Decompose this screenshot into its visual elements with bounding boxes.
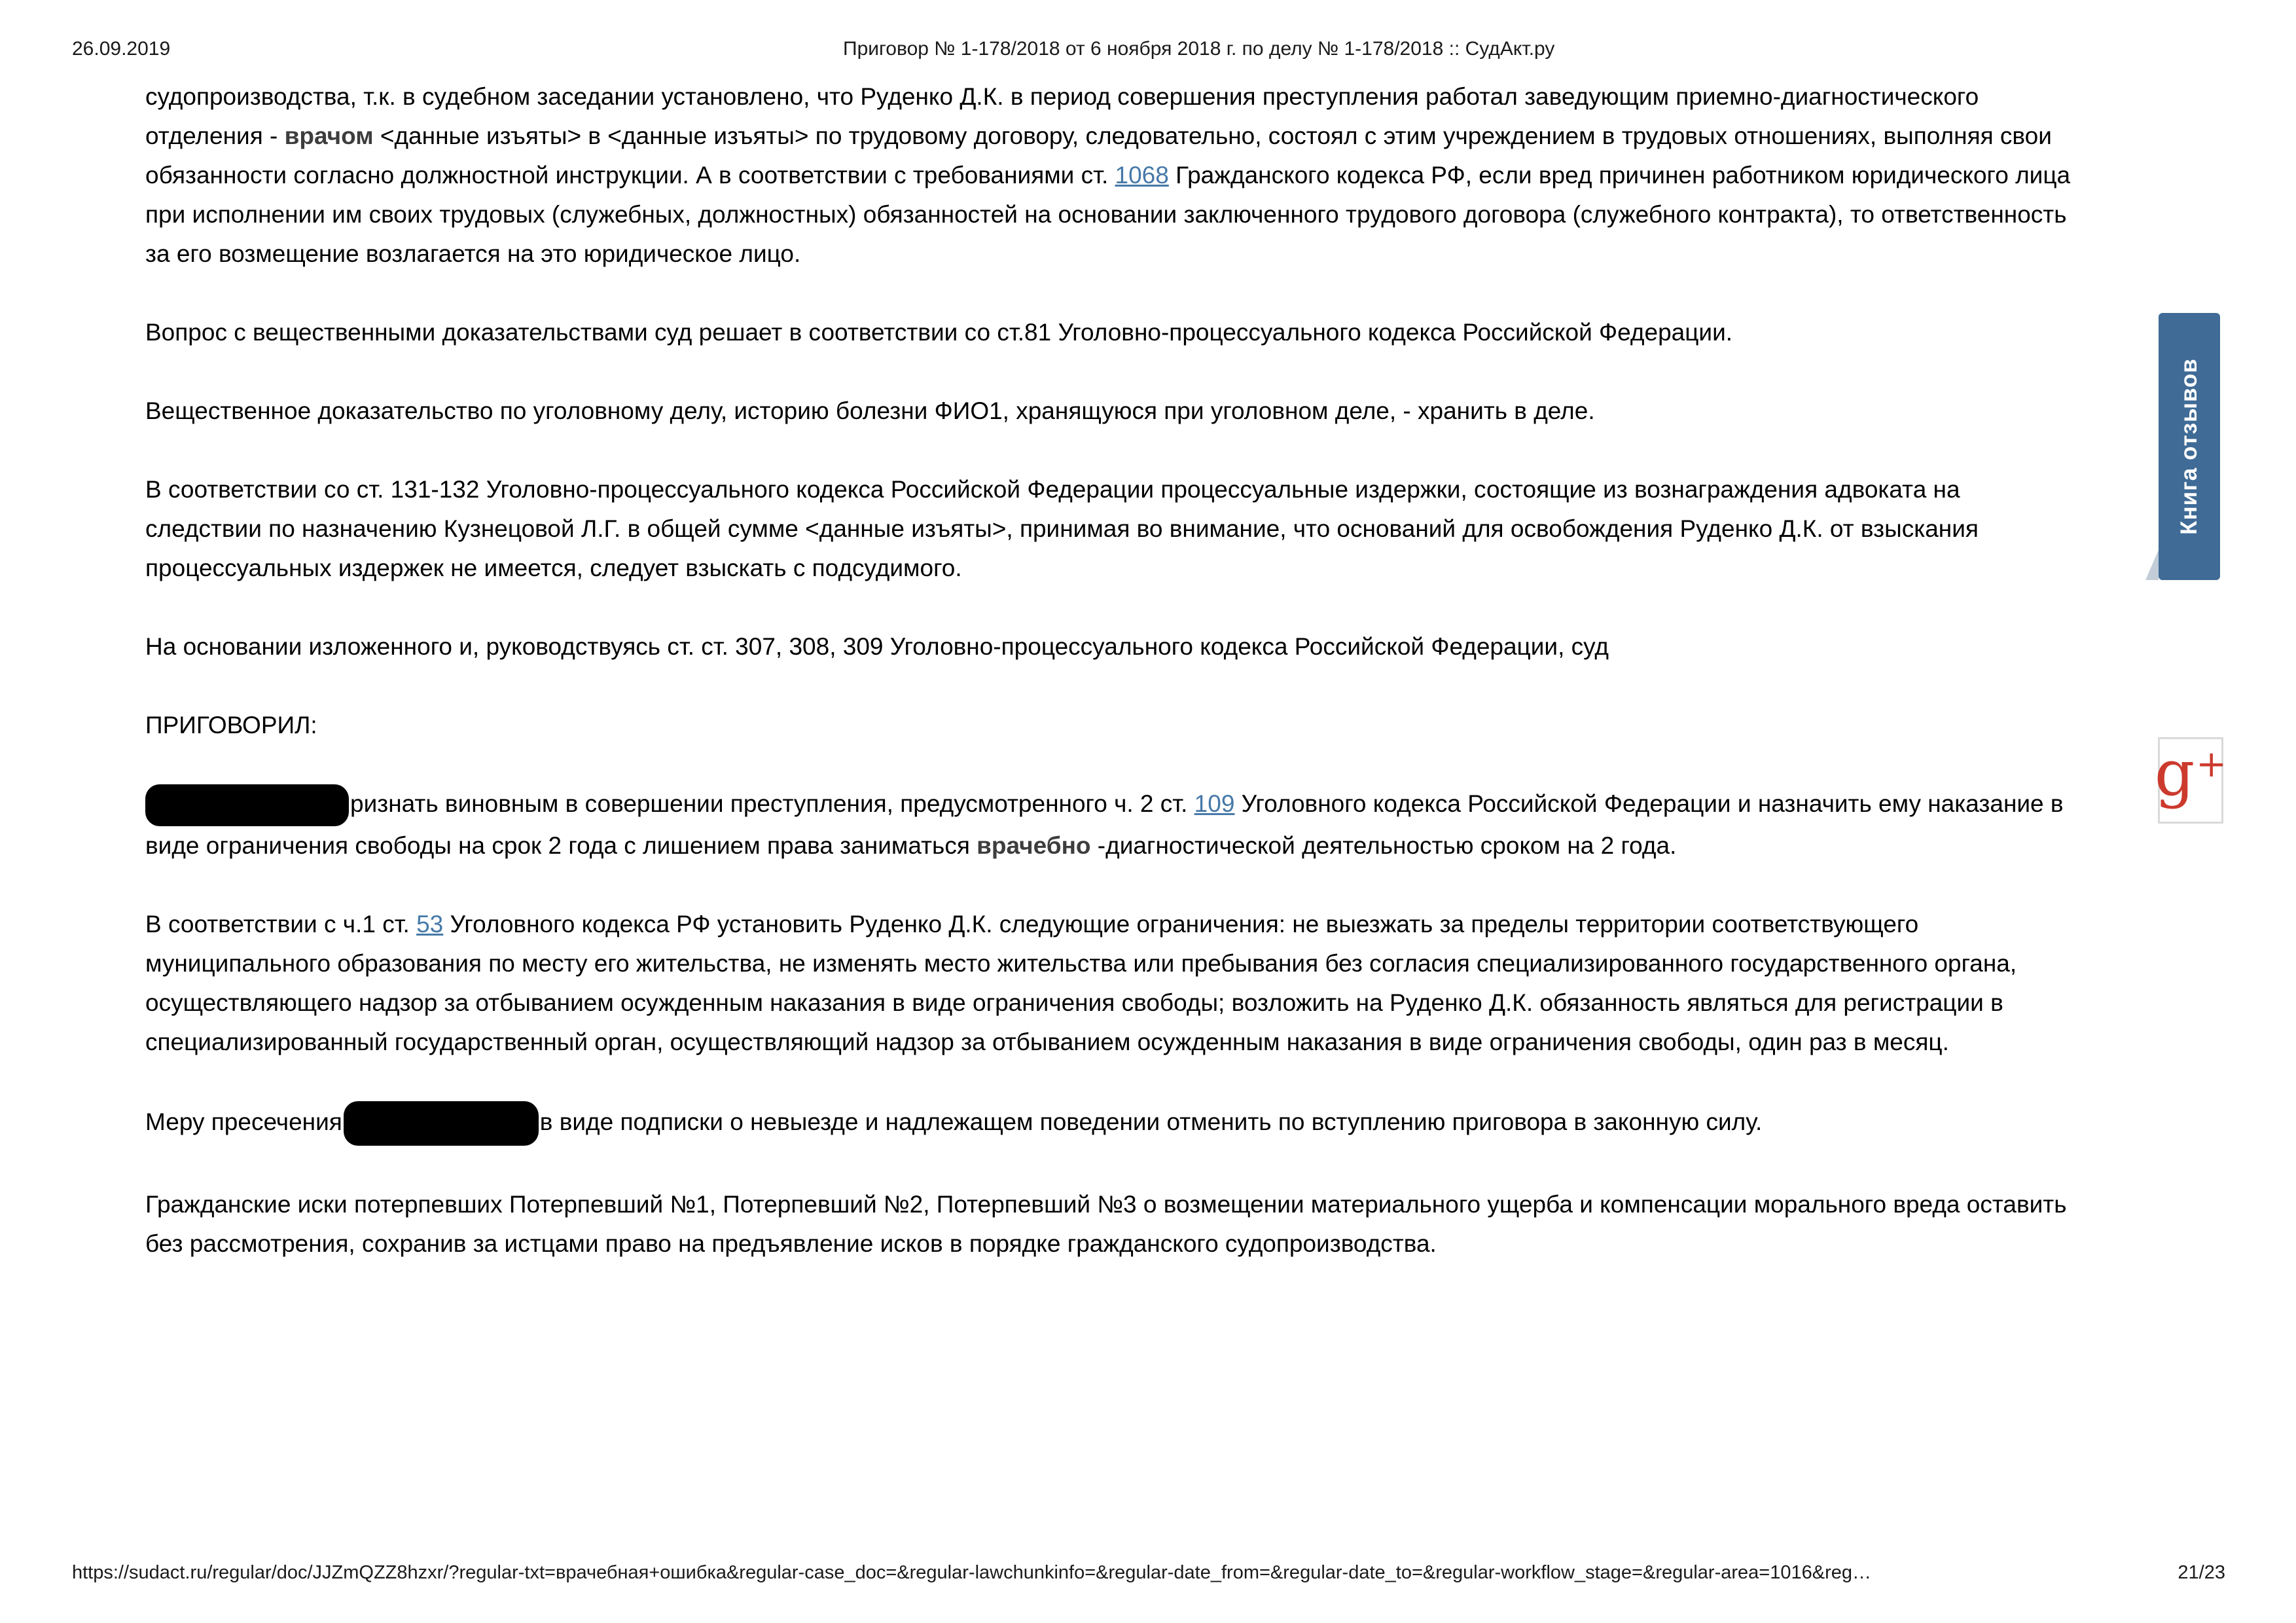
text-segment: Гражданского кодекса РФ, если вред причинен работником юридического лица при исполнении им своих трудовых (служебных, должностных) обязанностей на основании заключенного трудового договора (служебного контракта), то ответственность за его возмещение возлагается на это юридическое лицо.	[145, 162, 2071, 267]
redaction-box	[145, 784, 349, 826]
text-segment: -диагностической деятельностью сроком на 2 года.	[1090, 832, 1677, 860]
paragraph-preventive-measure	[145, 1101, 2076, 1146]
paragraph-restrictions	[145, 905, 2076, 1062]
google-plus-icon: g+	[2154, 737, 2227, 810]
paragraph-evidence-rule: Вопрос с вещественными доказательствами суд решает в соответствии со ст.81 Уголовно-процессуального кодекса Российской Федерации.	[145, 319, 1733, 346]
text-segment: в виде подписки о невыезде и надлежащем поведении отменить по вступлению приговора в законную силу.	[539, 1108, 1763, 1135]
google-plus-button[interactable]	[2154, 737, 2227, 824]
page-indicator: 21/23	[2178, 1562, 2225, 1583]
paragraph-employment-liability	[145, 77, 2076, 274]
text-segment: Уголовного кодекса РФ установить Руденко Д.К. следующие ограничения: не выезжать за пределы территории соответствующего муниципального образования по месту его жительства, не изменять место жительства или пребывания без согласия специализированного государственного органа, осуществляющего надзор за отбыванием осужденным наказания в виде ограничения свободы; возложить на Руденко Д.К. обязанность являться для регистрации в специализированный государственный орган, осуществляющий надзор за отбыванием осужденным наказания в виде ограничения свободы, один раз в месяц.	[145, 911, 2017, 1056]
paragraph-civil-claims: Гражданские иски потерпевших Потерпевший №1, Потерпевший №2, Потерпевший №3 о возмещении материального ущерба и компенсации морального вреда оставить без рассмотрения, сохранив за истцами право на предъявление исков в порядке гражданского судопроизводства.	[145, 1191, 2067, 1258]
highlighted-term: врачом	[284, 122, 374, 149]
footer-url: https://sudact.ru/regular/doc/JJZmQZZ8hzxr/?regular-txt=врачебная+ошибка&regular-case_doc=&regular-lawchunkinfo=&regular-date_from=&regular-date_to=&regular-workflow_stage=&regular-area=1016&reg…	[72, 1562, 1871, 1583]
paragraph-sentence	[145, 784, 2076, 866]
text-segment: Уголовного кодекса Российской Федерации и назначить ему наказание в виде ограничения свободы на срок 2 года с лишением права заниматься	[145, 790, 2064, 860]
paragraph-procedural-costs: В соответствии со ст. 131-132 Уголовно-процессуального кодекса Российской Федерации процессуальные издержки, состоящие из вознаграждения адвоката на следствии по назначению Кузнецовой Л.Г. в общей сумме <данные изъяты>, принимая во внимание, что оснований для освобождения Руденко Д.К. от взыскания процессуальных издержек не имеется, следует взыскать с подсудимого.	[145, 476, 1979, 581]
feedback-book-tab-label: Книга отзывов	[2176, 358, 2202, 535]
redaction-box	[344, 1101, 539, 1146]
highlighted-term: врачебно	[977, 832, 1091, 860]
law-article-link-53[interactable]: 53	[416, 911, 444, 938]
print-header-date: 26.09.2019	[72, 38, 171, 60]
text-segment: судопроизводства, т.к. в судебном заседании установлено, что Руденко Д.К. в период совершения преступления работал заведующим приемно-диагностического отделения -	[145, 83, 1979, 149]
print-header-title: Приговор № 1-178/2018 от 6 ноября 2018 г. по делу № 1-178/2018 :: СудАкт.ру	[843, 38, 1555, 60]
text-segment: <данные изъяты> в <данные изъяты> по трудовому договору, следовательно, состоял с этим учреждением в трудовых отношениях, выполняя свои обязанности согласно должностной инструкции. А в соответствии с требованиями ст.	[145, 122, 2052, 189]
verdict-heading: ПРИГОВОРИЛ:	[145, 712, 317, 739]
feedback-book-tab[interactable]	[2159, 313, 2220, 580]
document-body	[145, 77, 2076, 1303]
paragraph-legal-basis: На основании изложенного и, руководствуясь ст. ст. 307, 308, 309 Уголовно-процессуального кодекса Российской Федерации, суд	[145, 633, 1609, 660]
law-article-link-1068[interactable]: 1068	[1115, 162, 1169, 189]
law-article-link-109[interactable]: 109	[1194, 790, 1235, 817]
text-segment: ризнать виновным в совершении преступления, предусмотренного ч. 2 ст.	[350, 790, 1194, 817]
print-footer	[72, 1562, 2225, 1584]
text-segment: В соответствии с ч.1 ст.	[145, 911, 417, 938]
paragraph-evidence-keep: Вещественное доказательство по уголовному делу, историю болезни ФИО1, хранящуюся при уголовном деле, - хранить в деле.	[145, 397, 1595, 424]
text-segment: Меру пресечения	[145, 1108, 342, 1135]
